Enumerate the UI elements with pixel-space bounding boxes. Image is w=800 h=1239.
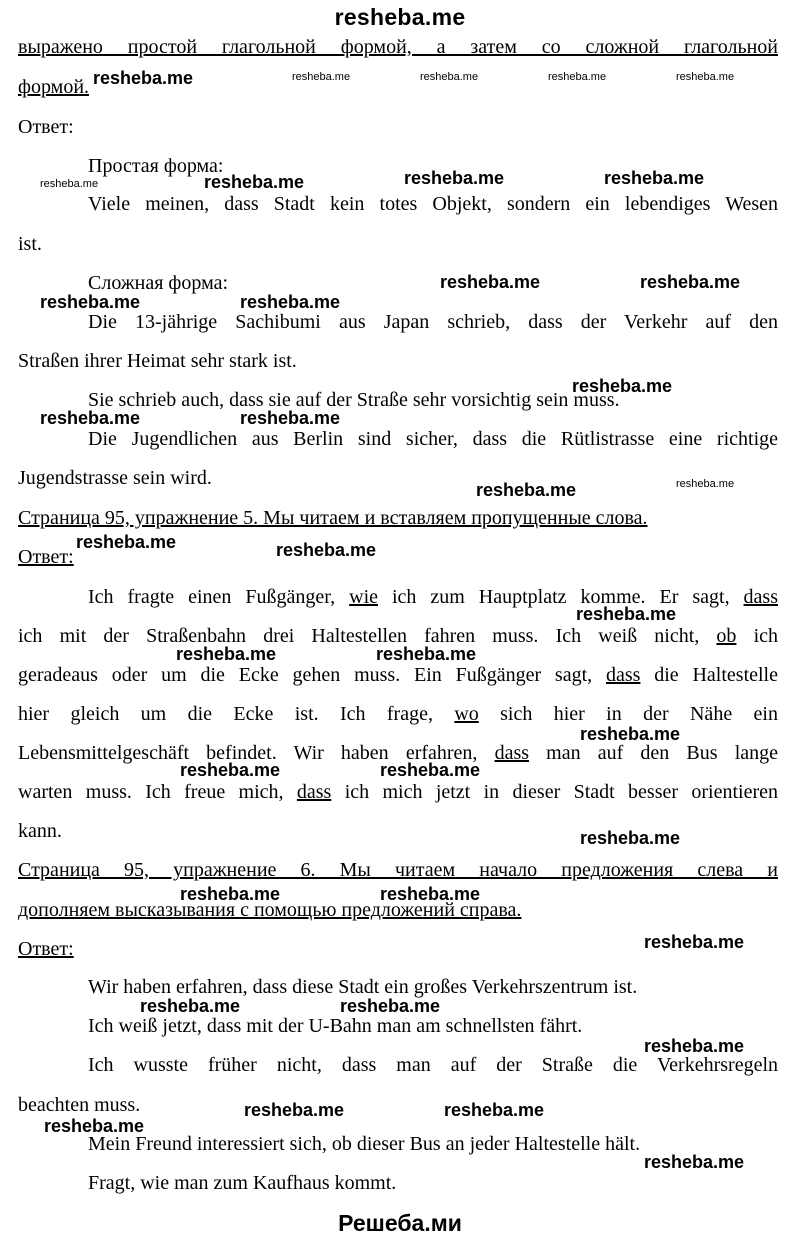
watermark: resheba.me	[76, 532, 177, 552]
watermark: resheba.me	[676, 478, 735, 490]
simple-sentence-line-2: ist.	[18, 233, 42, 255]
watermark: resheba.me	[376, 644, 477, 664]
complex-sentence-line-1: Die 13-jährige Sachibumi aus Japan schrieb, dass der Verkehr auf den	[88, 311, 778, 333]
answer-word: dass	[605, 664, 641, 686]
watermark: resheba.me	[404, 168, 505, 188]
watermark: resheba.me	[440, 272, 541, 292]
watermark: resheba.me	[292, 71, 351, 83]
site-header-title: resheba.me	[334, 4, 466, 30]
intro-line-2: формой.	[18, 76, 90, 98]
watermark: resheba.me	[40, 178, 99, 190]
watermark: resheba.me	[576, 604, 677, 624]
exercise-6-answer-label: Ответ:	[18, 938, 74, 960]
watermark: resheba.me	[140, 996, 241, 1016]
answer-label: Ответ:	[18, 116, 74, 138]
answer-word: wo	[454, 703, 479, 725]
intro-line-1: выражено простой глагольной формой, а затем со сложной глагольной	[18, 36, 778, 58]
watermark: resheba.me	[176, 644, 277, 664]
exercise-6-sentence-4: Mein Freund interessiert sich, ob dieser Bus an jeder Haltestelle hält.	[88, 1133, 641, 1155]
exercise-5-line-2: ich mit der Straßenbahn drei Haltestellen fahren muss. Ich weiß nicht, ob ich	[18, 625, 778, 647]
watermark: resheba.me	[44, 1116, 145, 1136]
complex-sentence-line-4: Die Jugendlichen aus Berlin sind sicher, dass die Rütlistrasse eine richtige	[88, 428, 778, 450]
answer-word: dass	[296, 781, 332, 803]
watermark: resheba.me	[420, 71, 479, 83]
watermark: resheba.me	[240, 408, 341, 428]
watermark: resheba.me	[240, 292, 341, 312]
watermark: resheba.me	[380, 884, 481, 904]
watermark: resheba.me	[204, 172, 305, 192]
exercise-5-line-3: geradeaus oder um die Ecke gehen muss. Ein Fußgänger sagt, dass die Haltestelle	[18, 664, 778, 686]
exercise-5-line-7: kann.	[18, 820, 62, 842]
watermark: resheba.me	[548, 71, 607, 83]
watermark: resheba.me	[644, 1152, 745, 1172]
watermark: resheba.me	[476, 480, 577, 500]
exercise-6-sentence-5: Fragt, wie man zum Kaufhaus kommt.	[88, 1172, 397, 1194]
watermark: resheba.me	[40, 408, 141, 428]
watermark: resheba.me	[40, 292, 141, 312]
exercise-6-sentence-2: Ich weiß jetzt, dass mit der U-Bahn man am schnellsten fährt.	[88, 1015, 583, 1037]
exercise-6-sentence-3-line-2: beachten muss.	[18, 1094, 141, 1116]
watermark: resheba.me	[380, 760, 481, 780]
watermark: resheba.me	[180, 884, 281, 904]
exercise-5-line-6: warten muss. Ich freue mich, dass ich mich jetzt in dieser Stadt besser orientieren	[18, 781, 779, 803]
exercise-5-answer-label: Ответ:	[18, 546, 74, 568]
watermark: resheba.me	[580, 724, 681, 744]
watermark: resheba.me	[444, 1100, 545, 1120]
complex-sentence-line-5: Jugendstrasse sein wird.	[18, 467, 212, 489]
simple-sentence-line-1: Viele meinen, dass Stadt kein totes Objekt, sondern ein lebendiges Wesen	[88, 193, 778, 215]
answer-word: dass	[494, 742, 530, 764]
answer-word: ob	[716, 625, 737, 647]
watermark: resheba.me	[604, 168, 705, 188]
complex-sentence-line-2: Straßen ihrer Heimat sehr stark ist.	[18, 350, 297, 372]
exercise-6-sentence-1: Wir haben erfahren, dass diese Stadt ein großes Verkehrszentrum ist.	[88, 976, 638, 998]
complex-form-heading: Сложная форма:	[88, 272, 229, 294]
exercise-6-title-line-2: дополняем высказывания с помощью предложений справа.	[18, 899, 522, 921]
watermark: resheba.me	[580, 828, 681, 848]
watermark: resheba.me	[340, 996, 441, 1016]
exercise-5-line-5: Lebensmittelgeschäft befindet. Wir haben erfahren, dass man auf den Bus lange	[18, 742, 779, 764]
watermark: resheba.me	[572, 376, 673, 396]
watermark: resheba.me	[640, 272, 741, 292]
answer-word: wie	[349, 586, 379, 608]
watermark: resheba.me	[93, 68, 194, 88]
exercise-5-line-4: hier gleich um die Ecke ist. Ich frage, wo sich hier in der Nähe ein	[18, 703, 778, 725]
watermark: resheba.me	[644, 1036, 745, 1056]
exercise-6-sentence-3-line-1: Ich wusste früher nicht, dass man auf der Straße die Verkehrsregeln	[88, 1054, 778, 1076]
exercise-5-line-1: Ich fragte einen Fußgänger, wie ich zum Hauptplatz komme. Er sagt, dass	[88, 586, 778, 608]
site-footer-title: Решеба.ми	[338, 1210, 462, 1236]
watermark: resheba.me	[676, 71, 735, 83]
answer-word: dass	[743, 586, 778, 608]
complex-sentence-line-3: Sie schrieb auch, dass sie auf der Straße sehr vorsichtig sein muss.	[88, 389, 620, 411]
watermark: resheba.me	[180, 760, 281, 780]
watermark: resheba.me	[276, 540, 377, 560]
simple-form-heading: Простая форма:	[88, 155, 224, 177]
exercise-5-title: Страница 95, упражнение 5. Мы читаем и вставляем пропущенные слова.	[18, 507, 648, 529]
watermark: resheba.me	[244, 1100, 345, 1120]
exercise-6-title-line-1: Страница 95, упражнение 6. Мы читаем начало предложения слева и	[18, 859, 778, 881]
watermark: resheba.me	[644, 932, 745, 952]
